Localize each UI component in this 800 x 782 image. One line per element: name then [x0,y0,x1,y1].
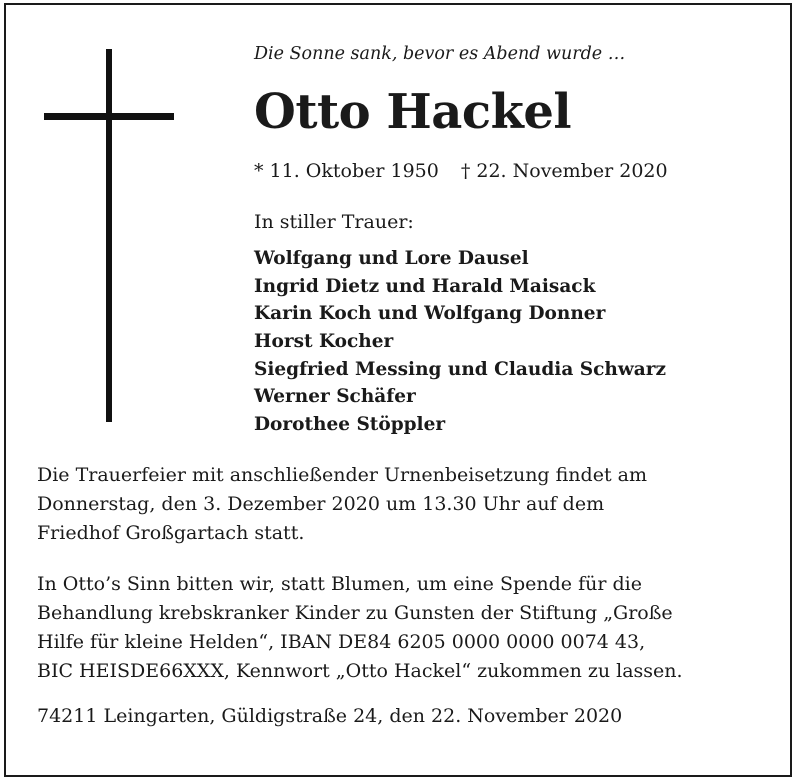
mourning-intro: In stiller Trauer: [254,211,414,233]
mourner-name: Karin Koch und Wolfgang Donner [254,303,606,325]
mourner-name: Siegfried Messing und Claudia Schwarz [254,358,667,380]
mourner-name: Horst Kocher [254,331,394,353]
motto: Die Sonne sank, bevor es Abend wurde … [254,44,626,64]
mourner-name: Wolfgang und Lore Dausel [254,248,529,269]
birth-date: * 11. Oktober 1950 [254,160,439,182]
funeral-line: Die Trauerfeier mit anschließender Urnenbeisetzung findet am [37,464,647,486]
donation-line: In Otto’s Sinn bitten wir, statt Blumen, um eine Spende für die [37,573,642,595]
death-date: † 22. November 2020 [460,160,668,182]
mourner-name: Dorothee Stöppler [254,414,446,436]
cross-icon-horizontal [44,113,174,120]
mourner-name: Werner Schäfer [254,386,416,408]
life-dates [254,160,668,182]
funeral-line: Donnerstag, den 3. Dezember 2020 um 13.30 Uhr auf dem [37,493,605,515]
funeral-info [37,461,647,548]
deceased-name: Otto Hackel [254,84,572,140]
donation-line: Hilfe für kleine Helden“, IBAN DE84 6205 0000 0000 0074 43, [37,631,646,653]
funeral-line: Friedhof Großgartach statt. [37,522,305,544]
place-and-date: 74211 Leingarten, Güldigstraße 24, den 22. November 2020 [37,705,623,727]
mourner-name: Ingrid Dietz und Harald Maisack [254,275,596,297]
cross-icon-vertical [106,49,112,422]
donation-info [37,570,683,686]
donation-line: Behandlung krebskranker Kinder zu Gunsten der Stiftung „Große [37,602,673,624]
donation-line: BIC HEISDE66XXX, Kennwort „Otto Hackel“ zukommen zu lassen. [37,660,683,682]
mourners-list [254,245,666,439]
